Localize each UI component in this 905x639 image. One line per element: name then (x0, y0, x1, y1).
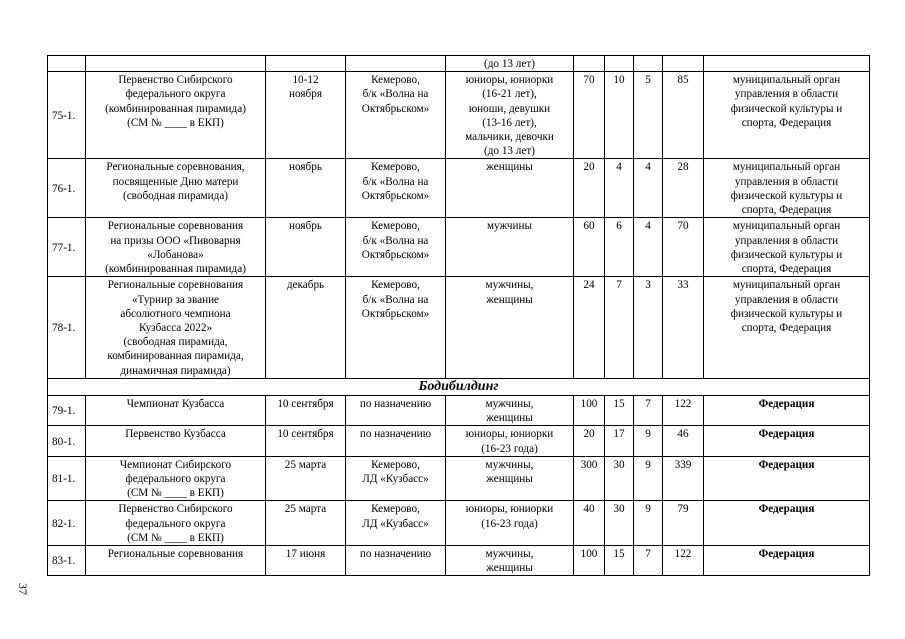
cell-line: женщины (486, 293, 533, 306)
cell-line: мужчины (486, 220, 533, 233)
table-row (48, 546, 870, 576)
cell-line: мужчины, (485, 458, 534, 471)
cell-n2: 6 (605, 218, 634, 277)
cell-n4: 122 (663, 396, 704, 426)
cell-n4 (663, 56, 704, 72)
cell-n4: 85 (663, 72, 704, 159)
cell-org (704, 159, 870, 218)
document-page (47, 55, 869, 576)
cell-line: б/к «Волна на (362, 234, 429, 247)
cell-line: ноября (289, 88, 322, 101)
cell-line: 17 июня (285, 548, 326, 561)
cell-n3: 9 (634, 426, 663, 456)
cell-line: физической культуры и (730, 189, 843, 202)
cell-line: ЛД «Кузбасс» (362, 517, 429, 530)
cell-org (704, 72, 870, 159)
cell-line: юноши, девушки (468, 102, 551, 115)
cell-participants (446, 72, 574, 159)
page-number: 37 (16, 583, 30, 595)
cell-n2: 30 (605, 501, 634, 546)
cell-line: физической культуры и (730, 248, 843, 261)
cell-participants (446, 426, 574, 456)
cell-n3: 9 (634, 456, 663, 501)
cell-line: Кемерово, (371, 458, 420, 471)
cell-event (86, 218, 266, 277)
cell-place (346, 277, 446, 378)
cell-org (704, 277, 870, 378)
cell-line: (комбинированная пирамида) (105, 263, 246, 276)
cell-n1: 100 (574, 546, 605, 576)
cell-line: спорта, Федерация (741, 116, 832, 129)
cell-n4: 122 (663, 546, 704, 576)
cell-line: мужчины, (485, 548, 534, 561)
cell-n1: 60 (574, 218, 605, 277)
cell-line: управления в области (734, 175, 839, 188)
cell-line: Федерация (758, 428, 815, 441)
cell-line: Октябрьском» (361, 102, 430, 115)
cell-n3: 9 (634, 501, 663, 546)
cell-line: федерального округа (125, 88, 226, 101)
cell-n1: 300 (574, 456, 605, 501)
cell-date (266, 396, 346, 426)
section-row (48, 378, 870, 395)
cell-event (86, 396, 266, 426)
cell-line: Федерация (758, 548, 815, 561)
cell-participants (446, 159, 574, 218)
cell-n3 (634, 56, 663, 72)
cell-line: спорта, Федерация (741, 263, 832, 276)
cell-event (86, 501, 266, 546)
cell-line: Федерация (758, 398, 815, 411)
cell-n3: 7 (634, 396, 663, 426)
cell-line: 25 марта (284, 458, 327, 471)
cell-n1: 20 (574, 426, 605, 456)
cell-n3: 4 (634, 218, 663, 277)
cell-line: мужчины, (485, 398, 534, 411)
cell-line: 25 марта (284, 503, 327, 516)
cell-org (704, 426, 870, 456)
cell-num: 80-1. (48, 426, 86, 456)
cell-line: (СМ № ____ в ЕКП) (127, 531, 224, 544)
cell-line: б/к «Волна на (362, 293, 429, 306)
cell-line: на призы ООО «Пивоварня (110, 234, 241, 247)
cell-line: Первенство Сибирского (118, 74, 233, 87)
section-title: Бодибилдинг (48, 378, 870, 395)
table-row (48, 72, 870, 159)
cell-participants (446, 501, 574, 546)
cell-n2: 7 (605, 277, 634, 378)
cell-line: б/к «Волна на (362, 175, 429, 188)
cell-line: муниципальный орган (732, 74, 841, 87)
cell-line: динамичная пирамида) (120, 364, 231, 377)
cell-num: 79-1. (48, 396, 86, 426)
cell-date (266, 159, 346, 218)
cell-participants (446, 546, 574, 576)
cell-n2: 15 (605, 396, 634, 426)
cell-place (346, 218, 446, 277)
cell-line: Кемерово, (371, 220, 420, 233)
cell-participants (446, 456, 574, 501)
cell-org (704, 396, 870, 426)
cell-line: (13-16 лет), (482, 116, 537, 129)
cell-line: юниоры, юниорки (465, 428, 554, 441)
cell-line: Федерация (758, 503, 815, 516)
table-row (48, 159, 870, 218)
cell-line: федерального округа (125, 473, 226, 486)
cell-line: (до 13 лет) (484, 145, 535, 158)
cell-n2 (605, 56, 634, 72)
cell-n3: 4 (634, 159, 663, 218)
cell-num: 81-1. (48, 456, 86, 501)
cell-line: по назначению (359, 428, 432, 441)
cell-num: 77-1. (48, 218, 86, 277)
cell-line: физической культуры и (730, 102, 843, 115)
cell-org (704, 218, 870, 277)
cell-line: муниципальный орган (732, 220, 841, 233)
cell-place (346, 56, 446, 72)
table-body-lower (48, 396, 870, 576)
cell-n3: 3 (634, 277, 663, 378)
cell-date (266, 72, 346, 159)
cell-n2: 15 (605, 546, 634, 576)
cell-line: (16-23 года) (481, 442, 538, 455)
cell-line: Кемерово, (371, 74, 420, 87)
cell-n1: 20 (574, 159, 605, 218)
cell-line: мужчины, (485, 279, 534, 292)
cell-event (86, 426, 266, 456)
cell-line: спорта, Федерация (741, 322, 832, 335)
cell-line: ноябрь (289, 220, 322, 233)
cell-line: Региональные соревнования (107, 220, 244, 233)
cell-line: управления в области (734, 88, 839, 101)
cell-line: «Лобанова» (147, 248, 204, 261)
cell-line: муниципальный орган (732, 161, 841, 174)
events-table (47, 55, 870, 576)
cell-n1 (574, 56, 605, 72)
cell-participants (446, 277, 574, 378)
cell-num (48, 56, 86, 72)
cell-num: 78-1. (48, 277, 86, 378)
cell-line: Региональные соревнования (107, 279, 244, 292)
table-row (48, 277, 870, 378)
cell-event (86, 277, 266, 378)
cell-num: 83-1. (48, 546, 86, 576)
cell-date (266, 218, 346, 277)
cell-date (266, 277, 346, 378)
cell-place (346, 501, 446, 546)
cell-line: женщины (486, 562, 533, 575)
cell-line: Чемпионат Кузбасса (126, 398, 225, 411)
cell-participants (446, 396, 574, 426)
cell-n2: 30 (605, 456, 634, 501)
cell-line: декабрь (286, 279, 325, 292)
cell-line: (комбинированная пирамида) (105, 102, 246, 115)
table-body-upper (48, 56, 870, 379)
cell-line: (16-21 лет), (482, 88, 537, 101)
cell-date (266, 56, 346, 72)
cell-line: Региональные соревнования (107, 548, 244, 561)
cell-line: физической культуры и (730, 307, 843, 320)
cell-place (346, 546, 446, 576)
cell-n4: 28 (663, 159, 704, 218)
cell-line: Октябрьском» (361, 189, 430, 202)
cell-line: Кемерово, (371, 279, 420, 292)
cell-line: федерального округа (125, 517, 226, 530)
cell-line: посвященные Дню матери (112, 175, 239, 188)
cell-line: Октябрьском» (361, 307, 430, 320)
cell-place (346, 72, 446, 159)
cell-line: (16-23 года) (481, 517, 538, 530)
cell-line: по назначению (359, 398, 432, 411)
cell-n2: 4 (605, 159, 634, 218)
cell-n4: 70 (663, 218, 704, 277)
table-row (48, 456, 870, 501)
cell-place (346, 426, 446, 456)
cell-line: ноябрь (289, 161, 322, 174)
cell-line: Кузбасса 2022» (138, 322, 213, 335)
cell-line: Региональные соревнования, (106, 161, 245, 174)
cell-line: (СМ № ____ в ЕКП) (127, 116, 224, 129)
cell-line: (свободная пирамида, (123, 336, 228, 349)
cell-line: Кемерово, (371, 161, 420, 174)
cell-n4: 46 (663, 426, 704, 456)
cell-line: управления в области (734, 293, 839, 306)
cell-line: комбинированная пирамида, (107, 350, 244, 363)
cell-line: ЛД «Кузбасс» (362, 473, 429, 486)
cell-line: 10 сентября (277, 398, 334, 411)
cell-line: юниоры, юниорки (465, 74, 554, 87)
cell-line: Чемпионат Сибирского (119, 458, 232, 471)
cell-line: женщины (486, 412, 533, 425)
cell-n3: 7 (634, 546, 663, 576)
cell-line: мальчики, девочки (465, 131, 554, 144)
cell-line: (СМ № ____ в ЕКП) (127, 487, 224, 500)
cell-line: управления в области (734, 234, 839, 247)
cell-line: абсолютного чемпиона (120, 307, 231, 320)
cell-n4: 339 (663, 456, 704, 501)
cell-event (86, 56, 266, 72)
cell-line: Первенство Сибирского (118, 503, 233, 516)
cell-line: Октябрьском» (361, 248, 430, 261)
cell-line: 10 сентября (277, 428, 334, 441)
cell-line: муниципальный орган (732, 279, 841, 292)
cell-n4: 79 (663, 501, 704, 546)
table-row (48, 218, 870, 277)
cell-date (266, 546, 346, 576)
cell-line: 10-12 (292, 74, 319, 87)
cell-line: Первенство Кузбасса (125, 428, 226, 441)
cell-event (86, 159, 266, 218)
cell-n1: 40 (574, 501, 605, 546)
cell-line: (до 13 лет) (484, 58, 535, 70)
cell-date (266, 456, 346, 501)
cell-line: Кемерово, (371, 503, 420, 516)
cell-num: 82-1. (48, 501, 86, 546)
cell-line: спорта, Федерация (741, 204, 832, 217)
cell-line: Федерация (758, 458, 815, 471)
cell-event (86, 546, 266, 576)
cell-place (346, 456, 446, 501)
cell-n2: 10 (605, 72, 634, 159)
cell-line: юниоры, юниорки (465, 503, 554, 516)
cell-n3: 5 (634, 72, 663, 159)
cell-date (266, 501, 346, 546)
cell-n1: 24 (574, 277, 605, 378)
cell-place (346, 396, 446, 426)
table-section (48, 378, 870, 395)
table-row (48, 56, 870, 72)
cell-line: женщины (486, 473, 533, 486)
table-row (48, 396, 870, 426)
cell-n2: 17 (605, 426, 634, 456)
cell-participants (446, 218, 574, 277)
cell-line: б/к «Волна на (362, 88, 429, 101)
cell-org (704, 501, 870, 546)
cell-org (704, 546, 870, 576)
cell-num: 75-1. (48, 72, 86, 159)
cell-event (86, 72, 266, 159)
cell-line: женщины (486, 161, 533, 174)
cell-org (704, 456, 870, 501)
cell-date (266, 426, 346, 456)
cell-participants (446, 56, 574, 72)
cell-n1: 100 (574, 396, 605, 426)
cell-event (86, 456, 266, 501)
cell-place (346, 159, 446, 218)
table-row (48, 426, 870, 456)
cell-line: «Турнир за звание (131, 293, 220, 306)
table-row (48, 501, 870, 546)
cell-num: 76-1. (48, 159, 86, 218)
cell-n1: 70 (574, 72, 605, 159)
cell-line: (свободная пирамида) (122, 189, 229, 202)
cell-line: по назначению (359, 548, 432, 561)
cell-n4: 33 (663, 277, 704, 378)
cell-org (704, 56, 870, 72)
